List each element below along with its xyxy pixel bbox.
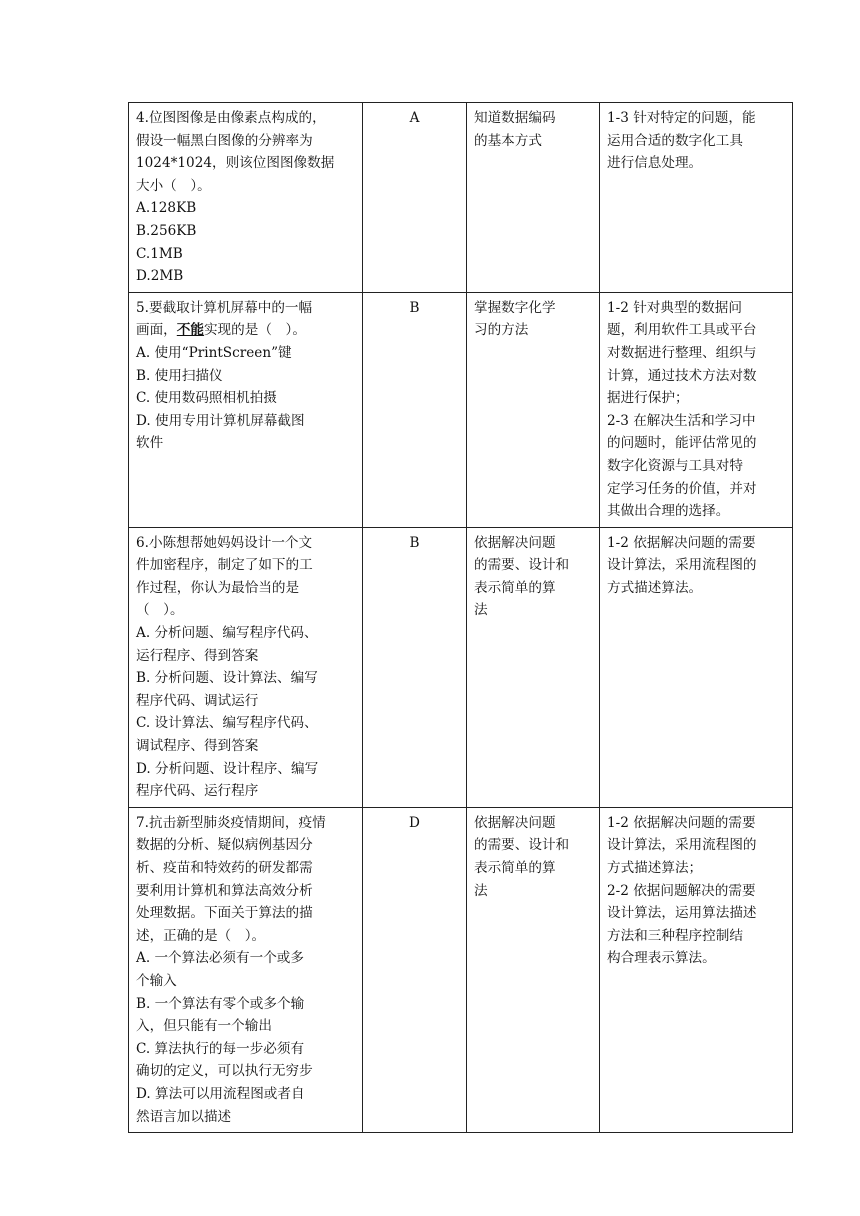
option-line: 调试程序、得到答案 [136,738,259,755]
knowledge-cell [467,103,600,293]
option-line: 运行程序、得到答案 [136,647,259,664]
standard-line: 2-2 依据问题解决的需要 [607,882,756,899]
knowledge-cell [467,527,600,807]
question-table [128,102,793,1133]
question-line: 6.小陈想帮她妈妈设计一个文 [136,534,313,551]
question-line: 析、疫苗和特效药的研发都需 [136,860,313,876]
standard-line: 据进行保护； [607,390,689,407]
knowledge-line: 表示简单的算 [474,860,556,876]
question-line: 5.要截取计算机屏幕中的一幅 [136,299,313,316]
answer-cell: B [363,527,467,807]
standard-line: 设计算法，运用算法描述 [607,905,757,922]
question-cell [129,103,363,293]
knowledge-line: 掌握数字化学 [474,299,556,316]
question-line: 大小（ ）。 [136,177,211,194]
option-line: B. 一个算法有零个或多个输 [136,995,305,1012]
option-line: C. 设计算法、编写程序代码、 [136,715,318,732]
standard-line: 设计算法，采用流程图的 [607,557,757,574]
option-line: B. 分析问题、设计算法、编写 [136,670,318,687]
knowledge-line: 依据解决问题 [474,814,556,831]
standard-line: 进行信息处理。 [607,155,703,172]
standard-line: 计算，通过技术方法对数 [607,367,757,384]
standard-line: 对数据进行整理、组织与 [607,344,757,361]
option-line: C.1MB [136,245,183,262]
option-line: 程序代码、运行程序 [136,783,259,800]
knowledge-line: 的基本方式 [474,132,542,149]
knowledge-line: 依据解决问题 [474,534,556,551]
option-line: 然语言加以描述 [136,1108,232,1125]
emphasis-text: 不能 [176,322,204,339]
question-line [136,319,355,342]
option-line: D.2MB [136,268,184,285]
standard-cell [600,103,793,293]
option-line: 个输入 [136,972,177,989]
question-line: 件加密程序，制定了如下的工 [136,557,313,574]
question-line: （ ）。 [136,602,184,619]
question-line: 4.位图图像是由像素点构成的， [136,110,326,126]
option-line: 确切的定义，可以执行无穷步 [136,1063,313,1080]
table-row [129,103,793,293]
option-line: C. 使用数码照相机拍摄 [136,390,277,407]
standard-line: 运用合适的数字化工具 [607,132,743,149]
question-cell [129,292,363,527]
option-line: A. 使用“PrintScreen”键 [136,344,292,361]
option-line: A.128KB [136,200,197,217]
standard-line: 题，利用软件工具或平台 [607,322,757,339]
option-line: B. 使用扫描仪 [136,367,223,384]
knowledge-line: 表示简单的算 [474,579,556,596]
option-line: D. 分析问题、设计程序、编写 [136,760,319,777]
standard-cell [600,527,793,807]
question-text: 实现的是（ ）。 [203,322,306,339]
table-row [129,527,793,807]
option-line: B.256KB [136,222,197,239]
question-line: 数据的分析、疑似病例基因分 [136,837,313,854]
answer-cell: D [363,807,467,1132]
question-line: 作过程，你认为最恰当的是 [136,579,300,596]
standard-line: 定学习任务的价值，并对 [607,480,757,497]
question-line: 7.抗击新型肺炎疫情期间，疫情 [136,814,326,831]
question-line: 假设一幅黑白图像的分辨率为 [136,132,313,149]
standard-cell [600,807,793,1132]
knowledge-line: 习的方法 [474,322,529,339]
knowledge-line: 的需要、设计和 [474,557,570,574]
knowledge-line: 法 [474,882,488,899]
option-line: 入，但只能有一个输出 [136,1018,272,1035]
standard-line: 设计算法，采用流程图的 [607,837,757,854]
option-line: C. 算法执行的每一步必须有 [136,1040,305,1057]
table-row [129,807,793,1132]
standard-line: 的问题时，能评估常见的 [607,435,757,452]
standard-line: 1-3 针对特定的问题，能 [607,110,756,126]
standard-cell [600,292,793,527]
knowledge-cell [467,292,600,527]
question-line: 述，正确的是（ ）。 [136,927,266,944]
standard-line: 1-2 针对典型的数据问 [607,299,742,316]
question-cell [129,807,363,1132]
standard-line: 1-2 依据解决问题的需要 [607,534,756,551]
knowledge-line: 法 [474,602,488,619]
question-cell [129,527,363,807]
standard-line: 方式描述算法； [607,860,703,876]
knowledge-line: 的需要、设计和 [474,837,570,854]
table-row [129,292,793,527]
question-line: 处理数据。下面关于算法的描 [136,905,313,922]
standard-line: 其做出合理的选择。 [607,503,730,520]
question-line: 要利用计算机和算法高效分析 [136,882,313,899]
option-line: D. 算法可以用流程图或者自 [136,1085,305,1102]
question-text: 画面， [136,322,177,339]
option-line: 程序代码、调试运行 [136,692,259,709]
standard-line: 方法和三种程序控制结 [607,927,743,944]
standard-line: 2-3 在解决生活和学习中 [607,412,756,429]
standard-line: 数字化资源与工具对特 [607,457,743,474]
knowledge-cell [467,807,600,1132]
standard-line: 方式描述算法。 [607,579,703,596]
standard-line: 1-2 依据解决问题的需要 [607,814,756,831]
question-line: 1024*1024，则该位图图像数据 [136,155,335,172]
standard-line: 构合理表示算法。 [607,950,716,967]
answer-cell: B [363,292,467,527]
option-line: D. 使用专用计算机屏幕截图 [136,412,305,429]
knowledge-line: 知道数据编码 [474,110,556,126]
option-line: A. 分析问题、编写程序代码、 [136,625,318,642]
answer-cell: A [363,103,467,293]
option-line: 软件 [136,435,164,452]
option-line: A. 一个算法必须有一个或多 [136,950,304,967]
